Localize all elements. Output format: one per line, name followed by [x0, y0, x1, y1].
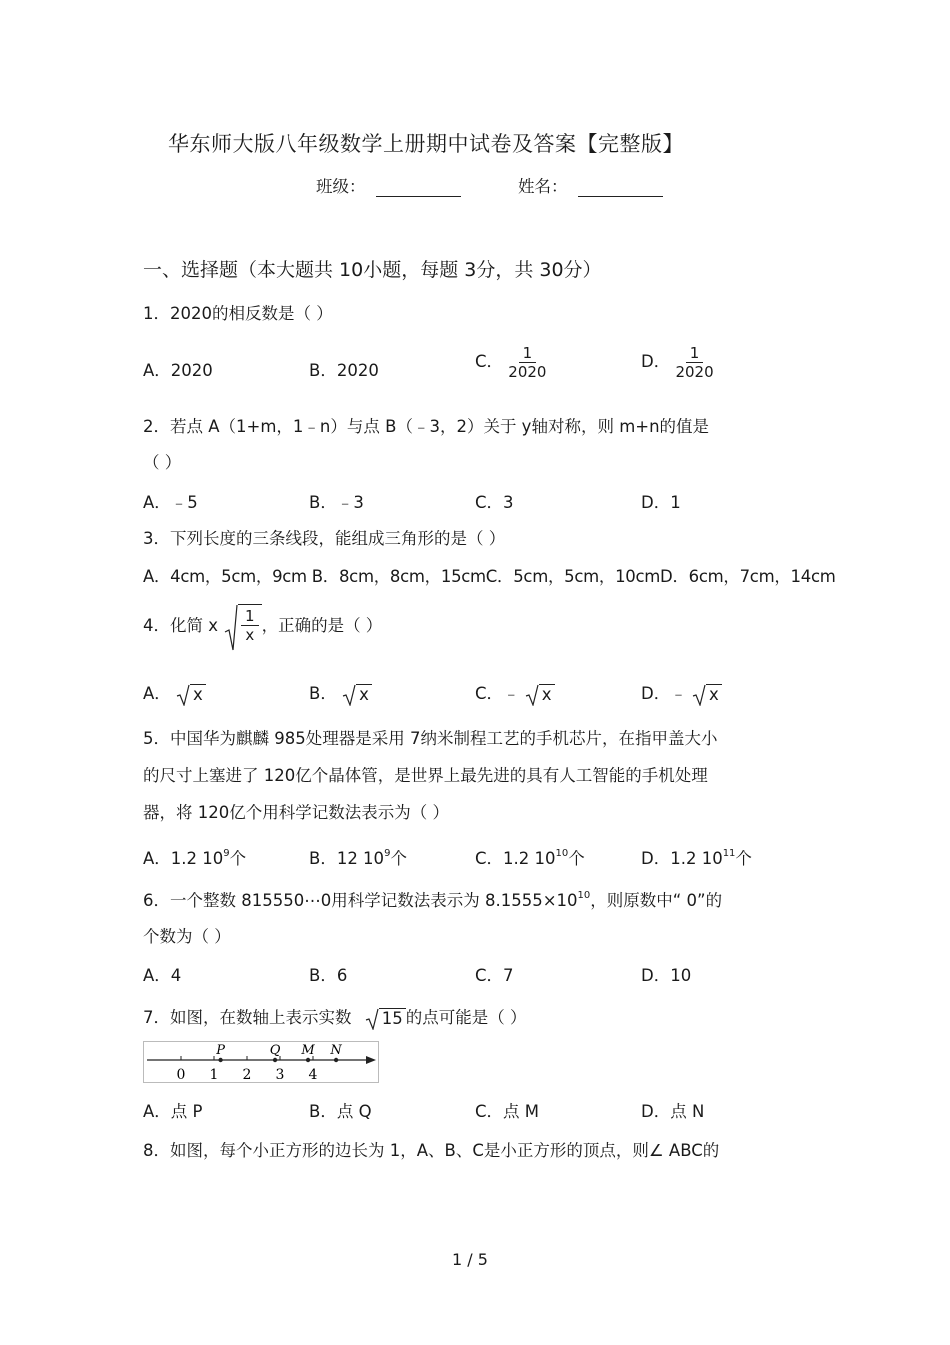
q4-frac-num: 1 — [241, 607, 259, 626]
point-p — [218, 1058, 222, 1062]
q5-option-b — [309, 845, 407, 869]
q4-d-radicand: x — [706, 684, 722, 705]
q7-sqrt — [365, 1008, 406, 1029]
q4-d-label: D．﹣ — [641, 684, 687, 703]
q1-c-num: 1 — [519, 344, 537, 363]
q7-option-c: C．点 M — [475, 1102, 540, 1121]
q2-option-c: C．3 — [475, 493, 514, 512]
q4-b-radical-sign — [342, 684, 356, 706]
q4-d-sqrt — [692, 684, 722, 705]
q4-b-label: B． — [309, 684, 337, 703]
q6-option-c: C．7 — [475, 966, 514, 985]
q1-stem: 1．2020的相反数是（ ） — [143, 304, 333, 323]
q4-b-sqrt — [342, 684, 372, 705]
name-field — [518, 173, 663, 197]
q5-option-c — [475, 845, 585, 869]
page-title: 华东师大版八年级数学上册期中试卷及答案【完整版】 — [168, 132, 684, 156]
q1-option-a: A．2020 — [143, 361, 213, 380]
q4-option-c — [475, 680, 555, 705]
q5-d-unit: 个 — [735, 849, 752, 868]
q7-radicand: 15 — [379, 1008, 406, 1029]
q5-a-exp: 9 — [223, 848, 230, 859]
q4-sqrt — [224, 604, 262, 644]
q5-d-exp: 11 — [722, 848, 736, 859]
q4-option-a — [143, 680, 206, 705]
q1-option-b: B．2020 — [309, 361, 379, 380]
q2-option-b: B．﹣3 — [309, 493, 364, 512]
point-q — [273, 1058, 277, 1062]
q4-frac-den: x — [245, 626, 255, 644]
q5-option-a — [143, 845, 246, 869]
q8-stem: 8．如图，每个小正方形的边长为 1，A、B、C是小正方形的顶点，则∠ ABC的 — [143, 1141, 720, 1160]
tick-label: 3 — [275, 1067, 285, 1083]
q3-stem: 3．下列长度的三条线段，能组成三角形的是（ ） — [143, 529, 506, 548]
q4-suffix: ，正确的是（ ） — [261, 616, 383, 635]
q1-d-num: 1 — [686, 344, 704, 363]
q6-exp: 10 — [577, 890, 591, 901]
name-blank — [578, 179, 663, 197]
point-label-n: N — [330, 1043, 342, 1058]
q4-option-d — [641, 680, 722, 705]
point-label-m: M — [301, 1043, 315, 1058]
q1-d-den: 2020 — [675, 363, 714, 381]
q1-c-label: C． — [475, 352, 504, 371]
q5-c-exp: 10 — [555, 848, 569, 859]
tick-label: 2 — [242, 1067, 252, 1083]
q4-a-label: A． — [143, 684, 171, 703]
q5-d-text: D．1.2 10 — [641, 849, 723, 868]
q5-b-unit: 个 — [390, 849, 407, 868]
q6-option-d: D．10 — [641, 966, 692, 985]
q6-line-1 — [143, 887, 722, 911]
q7-stem-pre: 7．如图，在数轴上表示实数 — [143, 1008, 352, 1027]
q1-d-fraction — [675, 344, 713, 381]
section-heading: 一、选择题（本大题共 10小题，每题 3分，共 30分） — [143, 259, 602, 281]
q5-a-unit: 个 — [229, 849, 247, 868]
q6-line-1-post: ，则原数中“ 0”的 — [590, 891, 723, 910]
q4-a-radicand: x — [190, 684, 206, 705]
tick-label: 1 — [209, 1067, 219, 1083]
q1-d-label: D． — [641, 352, 671, 371]
q5-option-d — [641, 845, 752, 869]
q4-c-label: C．﹣ — [475, 684, 520, 703]
point-n — [334, 1058, 338, 1062]
q1-option-d — [641, 344, 714, 381]
tick-label: 0 — [176, 1067, 186, 1083]
point-m — [306, 1058, 310, 1062]
q4-c-sqrt — [525, 684, 555, 705]
q7-option-b: B．点 Q — [309, 1102, 372, 1121]
q1-c-fraction — [508, 344, 546, 381]
q4-c-radical-sign — [525, 684, 539, 706]
q4-fraction — [241, 607, 259, 644]
q2-stem-2: （ ） — [143, 453, 182, 472]
q7-radical-sign — [365, 1008, 379, 1030]
q4-stem — [143, 604, 382, 644]
point-label-p: P — [216, 1043, 225, 1058]
q7-option-a: A．点 P — [143, 1102, 203, 1121]
class-field — [316, 173, 461, 197]
class-blank — [376, 179, 461, 197]
q5-line-2: 的尺寸上塞进了 120亿个晶体管，是世界上最先进的具有人工智能的手机处理 — [143, 766, 708, 785]
q6-line-2: 个数为（ ） — [143, 927, 231, 946]
q4-a-radical-sign — [176, 684, 190, 706]
q5-b-exp: 9 — [384, 848, 391, 859]
q7-option-d: D．点 N — [641, 1102, 705, 1121]
q1-option-c — [475, 344, 546, 381]
q3-options: A．4cm，5cm，9cm B．8cm，8cm，15cmC．5cm，5cm，10cmD．6cm，7cm，14cm — [143, 567, 836, 586]
q6-option-b: B．6 — [309, 966, 348, 985]
name-label: 姓名： — [518, 177, 568, 196]
q4-option-b — [309, 680, 372, 705]
q4-c-radicand: x — [539, 684, 555, 705]
q4-prefix: 4．化简 x — [143, 616, 219, 635]
axis-arrow-icon — [366, 1056, 376, 1064]
q5-line-1: 5．中国华为麒麟 985处理器是采用 7纳米制程工艺的手机芯片，在指甲盖大小 — [143, 729, 718, 748]
q2-stem: 2．若点 A（1+m，1﹣n）与点 B（﹣3，2）关于 y轴对称，则 m+n的值是 — [143, 417, 710, 436]
point-label-q: Q — [269, 1043, 281, 1058]
q7-number-line-figure — [143, 1041, 379, 1083]
q5-a-text: A．1.2 10 — [143, 849, 224, 868]
q5-c-unit: 个 — [568, 849, 585, 868]
tick-label: 4 — [308, 1067, 318, 1083]
q4-a-sqrt — [176, 684, 206, 705]
class-label: 班级： — [316, 177, 366, 196]
q7-stem-post: 的点可能是（ ） — [405, 1008, 527, 1027]
q5-c-text: C．1.2 10 — [475, 849, 556, 868]
q4-radical-sign — [224, 604, 238, 652]
page-number: 1 / 5 — [452, 1250, 488, 1269]
q5-line-3: 器，将 120亿个用科学记数法表示为（ ） — [143, 803, 449, 822]
q6-line-1-text: 6．一个整数 815550⋯0用科学记数法表示为 8.1555×10 — [143, 891, 578, 910]
q1-c-den: 2020 — [508, 363, 547, 381]
q7-stem — [143, 1004, 527, 1029]
q2-option-a: A．﹣5 — [143, 493, 198, 512]
q4-d-radical-sign — [692, 684, 706, 706]
q6-option-a: A．4 — [143, 966, 182, 985]
q4-b-radicand: x — [356, 684, 372, 705]
q2-option-d: D．1 — [641, 493, 681, 512]
q5-b-text: B．12 10 — [309, 849, 385, 868]
